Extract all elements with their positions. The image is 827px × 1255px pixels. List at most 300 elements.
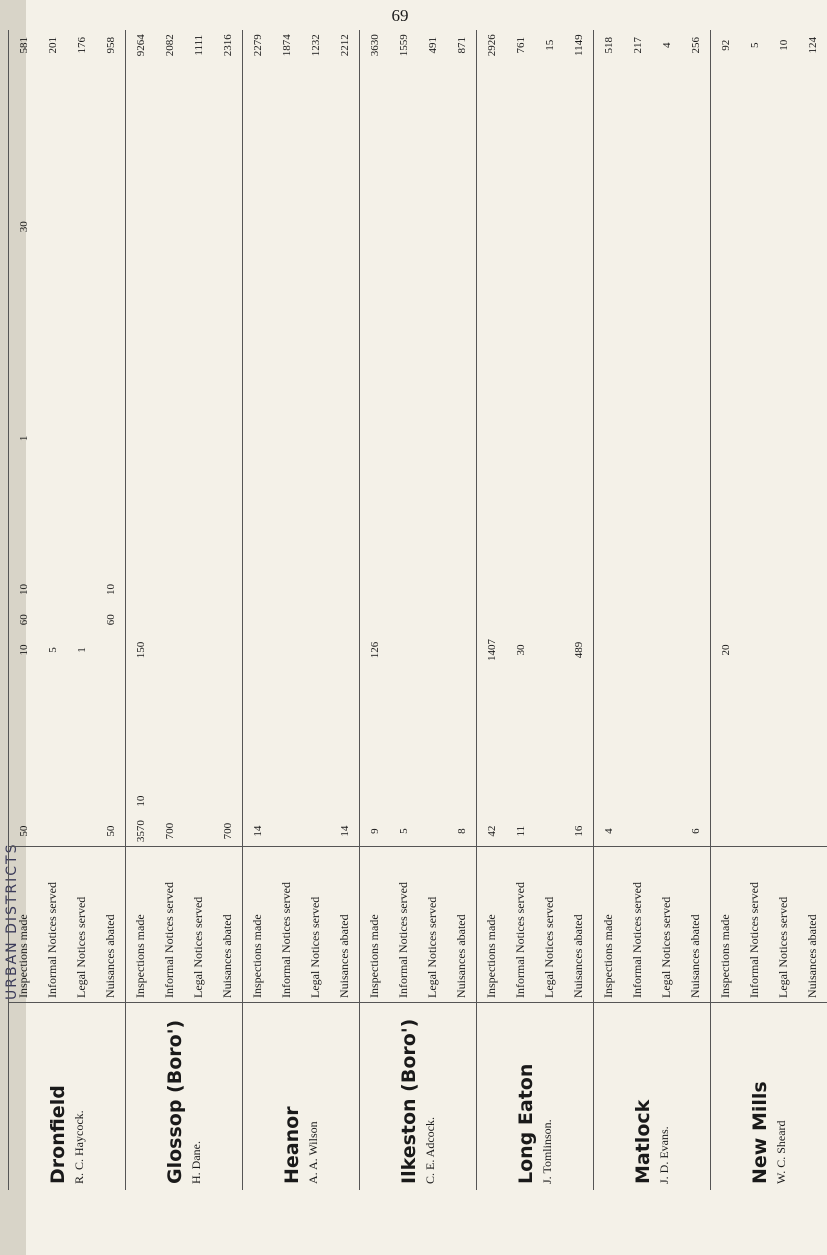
table-cell [243, 181, 273, 211]
table-cell [330, 91, 360, 121]
table-cell [418, 514, 447, 544]
table-cell [126, 756, 156, 786]
table-cell [740, 453, 769, 483]
table-cell [535, 151, 564, 181]
table-cell [623, 333, 652, 363]
table-cell [798, 453, 827, 483]
table-cell [389, 91, 418, 121]
table-cell [360, 272, 390, 302]
table-cell [213, 574, 243, 604]
row-label: Nuisances abated [798, 847, 827, 1003]
table-cell [564, 181, 594, 211]
table-cell [798, 60, 827, 90]
table-cell [740, 574, 769, 604]
table-cell [506, 212, 535, 242]
table-cell [535, 423, 564, 453]
table-cell [330, 60, 360, 90]
table-cell [96, 423, 126, 453]
table-cell [9, 333, 39, 363]
district-officer: W. C. Sheard [774, 1120, 788, 1184]
table-cell [711, 393, 741, 423]
table-cell [681, 695, 711, 725]
table-cell [681, 272, 711, 302]
table-cell [67, 816, 96, 846]
table-cell [564, 484, 594, 514]
table-cell [623, 212, 652, 242]
district-cell [9, 1003, 126, 1191]
table-cell [38, 816, 67, 846]
table-cell [418, 453, 447, 483]
table-cell: 50 [104, 825, 117, 837]
table-cell [389, 121, 418, 151]
table-cell [67, 302, 96, 332]
table-cell [623, 514, 652, 544]
table-cell [9, 484, 39, 514]
table-cell [477, 363, 507, 393]
table-cell [96, 635, 126, 665]
table-cell [447, 635, 477, 665]
district-name: Matlock [632, 1099, 654, 1184]
table-cell [9, 121, 39, 151]
table-cell [389, 151, 418, 181]
row-label: Nuisances abated [330, 847, 360, 1003]
table-cell: 1874 [280, 34, 293, 57]
table-cell [9, 393, 39, 423]
table-cell [564, 544, 594, 574]
table-cell [798, 786, 827, 816]
table-cell [155, 212, 184, 242]
table-cell [9, 665, 39, 695]
table-cell [447, 91, 477, 121]
table-cell [67, 514, 96, 544]
table-cell [564, 665, 594, 695]
table-cell [272, 363, 301, 393]
table-cell [681, 242, 711, 272]
table-cell [477, 181, 507, 211]
table-cell [769, 544, 798, 574]
table-cell [155, 242, 184, 272]
table-cell [740, 544, 769, 574]
table-cell [681, 151, 711, 181]
table-cell [213, 786, 243, 816]
table-cell [301, 91, 330, 121]
table-cell [38, 484, 67, 514]
table-cell [477, 484, 507, 514]
table-cell [301, 181, 330, 211]
table-cell [96, 363, 126, 393]
table-cell [506, 393, 535, 423]
table-cell [184, 484, 213, 514]
table-cell [301, 212, 330, 242]
table-cell [67, 151, 96, 181]
table-cell [535, 816, 564, 846]
table-cell [38, 272, 67, 302]
table-cell: 9 [360, 816, 390, 846]
table-cell [67, 91, 96, 121]
row-label: Legal Notices served [535, 847, 564, 1003]
table-cell [506, 302, 535, 332]
table-cell [184, 756, 213, 786]
table-cell [623, 484, 652, 514]
district-cell [477, 1003, 594, 1191]
table-cell [38, 212, 67, 242]
table-cell [506, 605, 535, 635]
table-cell: 491 [426, 36, 439, 54]
table-cell [330, 453, 360, 483]
district-name: Dronfield [47, 1085, 69, 1184]
table-cell [447, 393, 477, 423]
table-cell [623, 726, 652, 756]
table-cell [96, 181, 126, 211]
table-cell [681, 574, 711, 604]
table-cell [798, 333, 827, 363]
table-cell [155, 574, 184, 604]
row-label: Nuisances abated [213, 847, 243, 1003]
table-cell [96, 665, 126, 695]
table-cell [769, 121, 798, 151]
table-cell [389, 756, 418, 786]
table-cell [652, 91, 681, 121]
table-cell: 14 [243, 816, 273, 846]
table-cell [769, 605, 798, 635]
table-cell [213, 151, 243, 181]
table-cell [213, 665, 243, 695]
table-cell: 10 [9, 635, 39, 665]
table-cell [506, 574, 535, 604]
table-cell [711, 665, 741, 695]
table-cell [564, 272, 594, 302]
table-cell [681, 121, 711, 151]
district-officer: C. E. Adcock. [423, 1117, 437, 1184]
table-cell [272, 302, 301, 332]
table-cell [447, 484, 477, 514]
table-cell [213, 60, 243, 90]
table-cell [9, 60, 39, 90]
table-cell: 5 [748, 42, 761, 48]
table-cell [360, 756, 390, 786]
table-cell [9, 726, 39, 756]
table-cell [67, 695, 96, 725]
table-cell [447, 574, 477, 604]
table-cell [38, 333, 67, 363]
table-cell [798, 726, 827, 756]
table-cell [506, 544, 535, 574]
table-cell: 871 [455, 36, 468, 54]
table-cell [681, 756, 711, 786]
table-cell [652, 544, 681, 574]
table-cell [623, 544, 652, 574]
table-cell [798, 121, 827, 151]
table-cell [272, 242, 301, 272]
table-cell [447, 181, 477, 211]
table-cell [447, 363, 477, 393]
table-cell [155, 363, 184, 393]
table-cell [418, 605, 447, 635]
table-cell [623, 635, 652, 665]
table-cell [272, 212, 301, 242]
table-cell [769, 786, 798, 816]
table-cell [623, 242, 652, 272]
table-cell: 10 [104, 584, 117, 596]
table-cell [564, 242, 594, 272]
table-cell [243, 484, 273, 514]
table-cell [155, 514, 184, 544]
table-cell [740, 181, 769, 211]
table-cell [184, 302, 213, 332]
table-cell [711, 91, 741, 121]
table-cell [477, 756, 507, 786]
table-cell [9, 181, 39, 211]
table-cell [301, 726, 330, 756]
table-cell [243, 393, 273, 423]
district-cell [594, 1003, 711, 1191]
district-statistics-table [8, 30, 827, 1190]
table-cell: 761 [514, 36, 527, 54]
table-cell [360, 212, 390, 242]
table-cell [272, 272, 301, 302]
table-cell [535, 453, 564, 483]
table-cell [330, 121, 360, 151]
table-cell [184, 544, 213, 574]
table-cell [213, 272, 243, 302]
table-cell [623, 453, 652, 483]
table-cell [711, 60, 741, 90]
table-cell [126, 484, 156, 514]
table-cell: 20 [711, 635, 741, 665]
table-cell [418, 786, 447, 816]
table-cell [243, 544, 273, 574]
table-cell [447, 726, 477, 756]
table-cell [301, 121, 330, 151]
table-cell [360, 665, 390, 695]
table-cell [9, 453, 39, 483]
table-cell [184, 665, 213, 695]
table-cell [38, 393, 67, 423]
table-cell [9, 695, 39, 725]
table-cell [506, 242, 535, 272]
table-cell [126, 544, 156, 574]
table-cell [243, 242, 273, 272]
table-cell [155, 756, 184, 786]
table-cell [798, 181, 827, 211]
table-cell [330, 605, 360, 635]
table-cell [418, 272, 447, 302]
row-label: Inspections made [360, 847, 390, 1003]
table-cell [798, 816, 827, 846]
table-cell [711, 786, 741, 816]
row-label: Inspections made [477, 847, 507, 1003]
table-cell [330, 635, 360, 665]
table-cell [711, 726, 741, 756]
table-cell [67, 363, 96, 393]
table-cell [535, 665, 564, 695]
table-cell [652, 302, 681, 332]
table-cell [330, 665, 360, 695]
table-cell: 1232 [309, 34, 322, 57]
table-cell [418, 242, 447, 272]
table-cell [535, 272, 564, 302]
table-cell [535, 635, 564, 665]
table-cell [623, 121, 652, 151]
table-cell [681, 91, 711, 121]
table-cell: 60 [9, 605, 39, 635]
table-cell [213, 333, 243, 363]
table-cell [477, 393, 507, 423]
table-cell [711, 242, 741, 272]
table-cell [418, 333, 447, 363]
table-cell [301, 453, 330, 483]
table-cell [594, 574, 624, 604]
table-cell [798, 635, 827, 665]
table-cell [418, 574, 447, 604]
table-cell [711, 756, 741, 786]
table-cell [418, 484, 447, 514]
table-cell [535, 695, 564, 725]
table-cell [213, 544, 243, 574]
table-cell [798, 212, 827, 242]
table-cell [418, 181, 447, 211]
table-cell [681, 786, 711, 816]
table-cell [243, 665, 273, 695]
table-cell [155, 786, 184, 816]
table-cell [447, 605, 477, 635]
table-cell [564, 333, 594, 363]
table-cell [301, 393, 330, 423]
table-cell [96, 151, 126, 181]
table-cell [155, 181, 184, 211]
table-cell: 1407 [477, 635, 507, 665]
table-cell [594, 635, 624, 665]
table-cell [96, 756, 126, 786]
table-cell [155, 726, 184, 756]
table-cell [389, 726, 418, 756]
row-label: Nuisances abated [681, 847, 711, 1003]
table-cell [301, 544, 330, 574]
table-cell [38, 423, 67, 453]
table-cell [330, 756, 360, 786]
table-cell [330, 423, 360, 453]
table-cell [681, 333, 711, 363]
district-cell [126, 1003, 243, 1191]
table-cell [477, 212, 507, 242]
table-cell [564, 393, 594, 423]
table-cell [564, 302, 594, 332]
table-cell [477, 272, 507, 302]
row-label: Informal Notices served [155, 847, 184, 1003]
table-cell [301, 574, 330, 604]
table-cell [301, 60, 330, 90]
table-cell [67, 605, 96, 635]
table-cell [740, 91, 769, 121]
table-cell [272, 423, 301, 453]
table-cell [389, 272, 418, 302]
table-cell [477, 695, 507, 725]
table-cell [360, 544, 390, 574]
table-cell [301, 302, 330, 332]
table-cell [594, 302, 624, 332]
table-cell [67, 423, 96, 453]
table-cell [506, 514, 535, 544]
table-cell: 50 [9, 816, 39, 846]
table-cell [535, 60, 564, 90]
table-cell: 4 [660, 42, 673, 48]
table-cell [594, 756, 624, 786]
table-cell [272, 544, 301, 574]
table-cell: 581 [9, 30, 39, 60]
table-cell [623, 605, 652, 635]
table-cell [506, 786, 535, 816]
table-body [9, 30, 827, 1190]
table-cell [535, 726, 564, 756]
table-cell [594, 605, 624, 635]
table-cell: 16 [572, 825, 585, 837]
table-cell [594, 242, 624, 272]
table-cell [389, 453, 418, 483]
table-cell [213, 726, 243, 756]
table-cell [652, 212, 681, 242]
table-cell [594, 695, 624, 725]
table-cell [9, 544, 39, 574]
table-cell [184, 514, 213, 544]
district-cell [243, 1003, 360, 1191]
table-cell [535, 574, 564, 604]
table-cell [301, 242, 330, 272]
table-cell [213, 484, 243, 514]
table-cell [535, 484, 564, 514]
table-cell [272, 665, 301, 695]
table-cell [155, 635, 184, 665]
table-cell [798, 484, 827, 514]
table-cell [38, 453, 67, 483]
table-cell [652, 726, 681, 756]
table-cell [681, 181, 711, 211]
table-cell [681, 544, 711, 574]
table-cell [213, 91, 243, 121]
table-cell [184, 181, 213, 211]
table-cell [96, 60, 126, 90]
table-cell [126, 181, 156, 211]
table-cell [652, 635, 681, 665]
table-cell [769, 453, 798, 483]
table-cell [652, 695, 681, 725]
table-cell [652, 181, 681, 211]
table-cell [418, 363, 447, 393]
table-cell [769, 181, 798, 211]
table-cell [535, 181, 564, 211]
table-cell [769, 514, 798, 544]
table-cell [301, 423, 330, 453]
table-cell [301, 756, 330, 786]
district-cell [360, 1003, 477, 1191]
table-cell [418, 665, 447, 695]
table-cell [360, 484, 390, 514]
table-cell [330, 484, 360, 514]
table-cell: 92 [711, 30, 741, 60]
table-cell [389, 695, 418, 725]
table-cell [535, 302, 564, 332]
table-cell [681, 635, 711, 665]
table-cell: 1 [75, 647, 88, 653]
table-cell [243, 333, 273, 363]
row-label: Informal Notices served [389, 847, 418, 1003]
table-cell [213, 181, 243, 211]
table-cell [477, 302, 507, 332]
table-cell [272, 393, 301, 423]
table-cell [67, 272, 96, 302]
table-cell [594, 786, 624, 816]
table-cell [67, 60, 96, 90]
row-label: Inspections made [594, 847, 624, 1003]
